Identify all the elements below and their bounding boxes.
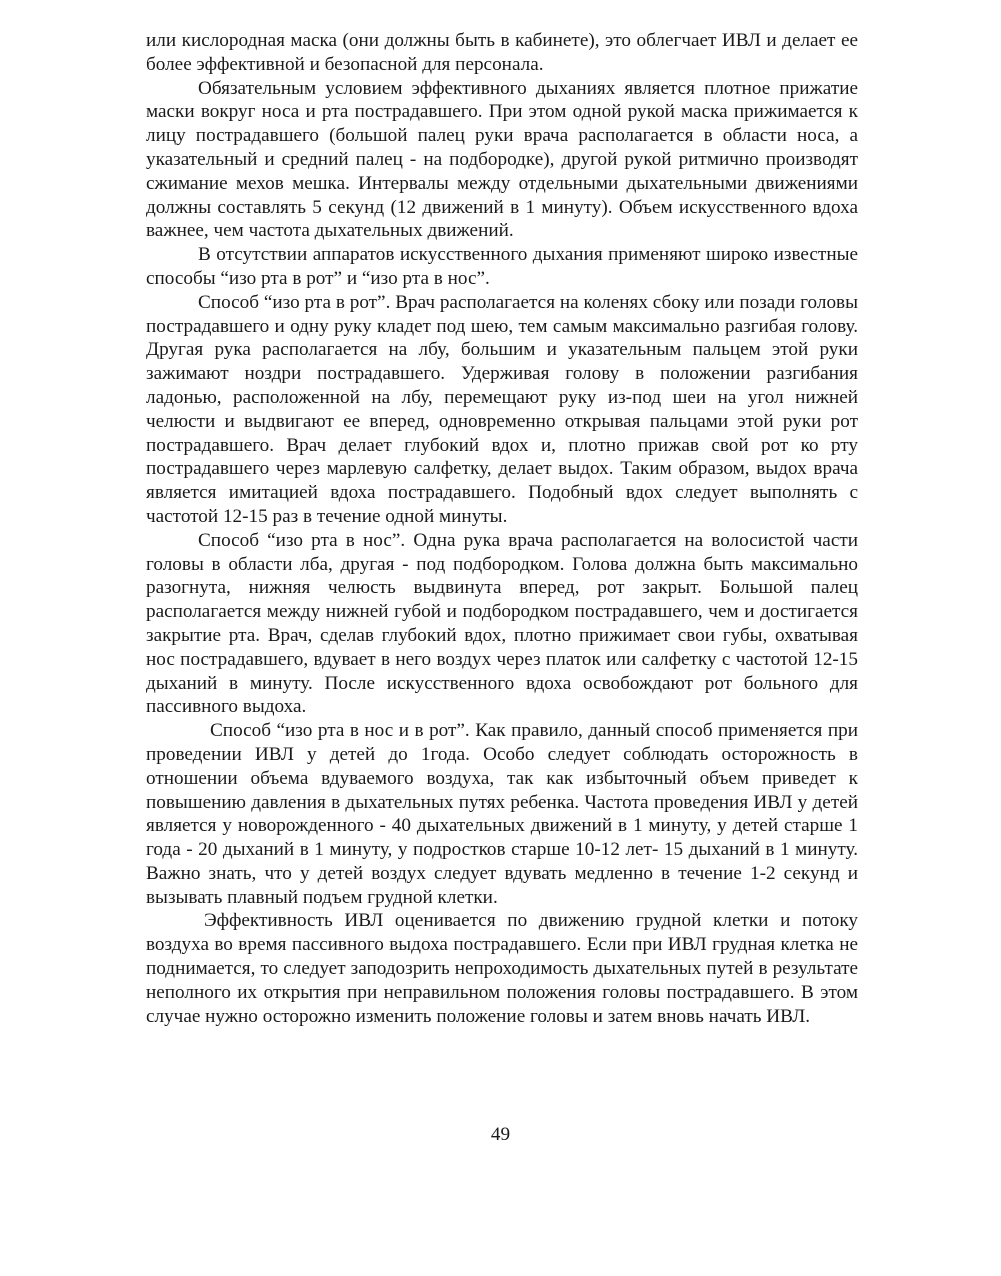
paragraph-5: Способ “изо рта в нос”. Одна рука врача располагается на волосистой части головы в области лба, другая - под подбородком. Голова должна быть максимально разогнута, нижняя челюсть выдвинута вперед, рот закрыт. Большой палец располагается между нижней губой и подбородком пострадавшего, чем и достигается закрытие рта. Врач, сделав глубокий вдох, плотно прижимает свои губы, охватывая нос пострадавшего, вдувает в него воздух через платок или салфетку с частотой 12-15 дыханий в минуту. После искусственного вдоха освобождают рот больного для пассивного выдоха. [146, 529, 858, 718]
paragraph-7: Эффективность ИВЛ оценивается по движению грудной клетки и потоку воздуха во время пассивного выдоха пострадавшего. Если при ИВЛ грудная клетка не поднимается, то следует заподозрить непроходимость дыхательных путей в результате неполного их открытия при неправильном положения головы пострадавшего. В этом случае нужно осторожно изменить положение головы и затем вновь начать ИВЛ. [146, 910, 858, 1027]
paragraph-4: Способ “изо рта в рот”. Врач располагается на коленях сбоку или позади головы пострадавшего и одну руку кладет под шею, тем самым максимально разгибая голову. Другая рука располагается на лбу, большим и указательным пальцем этой руки зажимают ноздри пострадавшего. Удерживая голову в положении разгибания ладонью, расположенной на лбу, перемещают руку из-под шеи на угол нижней челюсти и выдвигают ее вперед, одновременно открывая пальцами этой руки рот пострадавшего. Врач делает глубокий вдох и, плотно прижав свой рот ко рту пострадавшего через марлевую салфетку, делает выдох. Таким образом, выдох врача является имитацией вдоха пострадавшего. Подобный вдох следует выполнять с частотой 12-15 раз в течение одной минуты. [146, 291, 858, 527]
paragraph-6: Способ “изо рта в нос и в рот”. Как правило, данный способ применяется при проведении ИВЛ у детей до 1года. Особо следует соблюдать осторожность в отношении объема вдуваемого воздуха, так как избыточный объем приведет к повышению давления в дыхательных путях ребенка. Частота проведения ИВЛ у детей является у новорожденного - 40 дыхательных движений в 1 минуту, у детей старше 1 года - 20 дыханий в 1 минуту, у подростков старше 10-12 лет- 15 дыханий в 1 минуту. Важно знать, что у детей воздух следует вдувать медленно в течение 1-2 секунд и вызывать плавный подъем грудной клетки. [146, 720, 858, 908]
paragraph-3: В отсутствии аппаратов искусственного дыхания применяют широко известные способы “изо рта в рот” и “изо рта в нос”. [146, 244, 858, 289]
document-page [146, 29, 858, 1028]
paragraph-2: Обязательным условием эффективного дыханиях является плотное прижатие маски вокруг носа и рта пострадавшего. При этом одной рукой маска прижимается к лицу пострадавшего (большой палец руки врача располагается в области носа, а указательный и средний палец - на подбородке), другой рукой ритмично производят сжимание мехов мешка. Интервалы между отдельными дыхательными движениями должны составлять 5 секунд (12 движений в 1 минуту). Объем искусственного вдоха важнее, чем частота дыхательных движений. [146, 77, 858, 242]
paragraph-1: или кислородная маска (они должны быть в кабинете), это облегчает ИВЛ и делает ее более эффективной и безопасной для персонала. [146, 30, 858, 75]
page-number: 49 [490, 1124, 511, 1145]
